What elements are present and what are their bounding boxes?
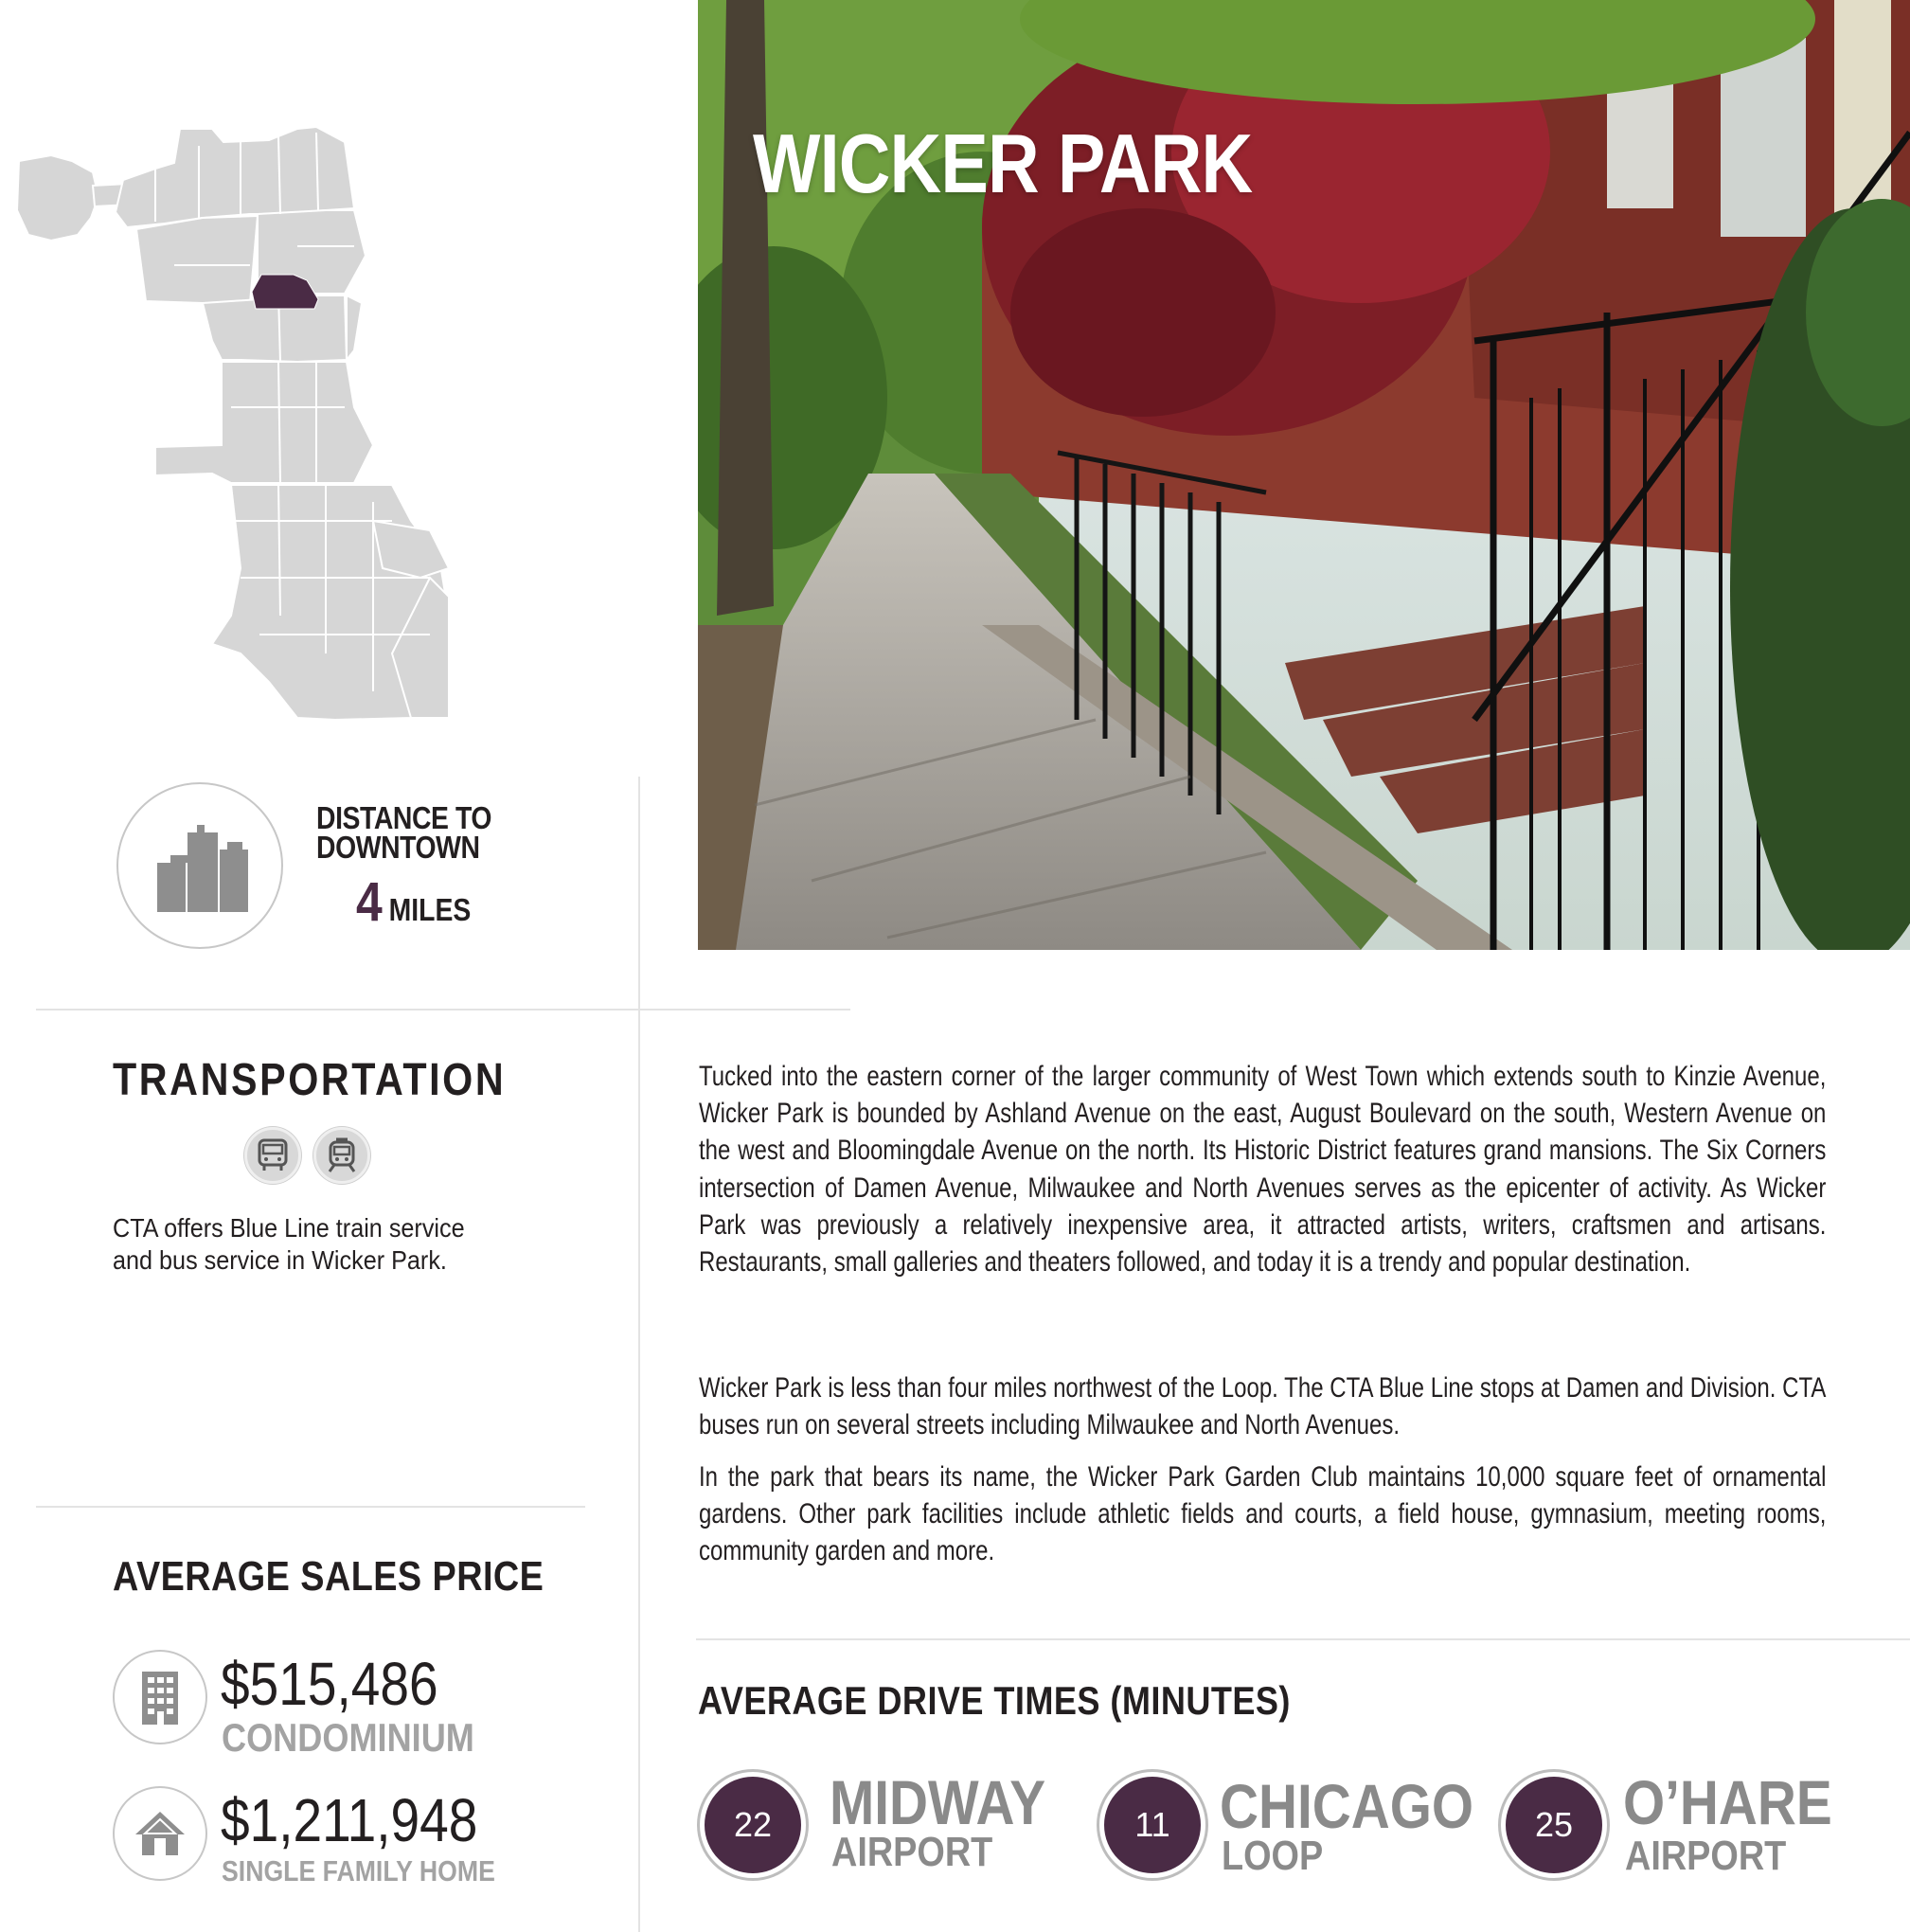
- drive-time-ohare-circle: [1498, 1769, 1610, 1881]
- distance-label-line2: DOWNTOWN: [316, 830, 480, 865]
- chicago-neighborhood-map: [13, 123, 572, 729]
- column-divider-vertical: [638, 777, 640, 1932]
- home-label: SINGLE FAMILY HOME: [222, 1854, 495, 1887]
- distance-unit: MILES: [388, 892, 472, 927]
- home-price: $1,211,948: [221, 1786, 478, 1854]
- divider-distance: [36, 1009, 850, 1011]
- distance-label-line1: DISTANCE TO: [316, 800, 492, 835]
- drive-times-heading: AVERAGE DRIVE TIMES (MINUTES): [698, 1678, 1291, 1723]
- divider-drive: [696, 1638, 1910, 1640]
- drive-time-midway-sublabel: AIRPORT: [831, 1829, 993, 1875]
- condo-icon-circle: [113, 1650, 207, 1744]
- train-icon-glyph: [325, 1137, 359, 1173]
- bus-icon-glyph: [256, 1137, 290, 1173]
- train-icon: [313, 1127, 370, 1184]
- sales-heading: AVERAGE SALES PRICE: [113, 1553, 544, 1600]
- city-buildings-icon: [148, 814, 252, 918]
- description-paragraph-1: Tucked into the eastern corner of the larger community of West Town which extends south to Kinzie Avenue, Wicker Park is bounded by Ashland Avenue on the east, August Boulevard on the south, Western Avenue on the west and Bloomingdale Avenue on the north. Its Historic District features grand mansions. The Six Corners intersection of Damen Avenue, Milwaukee and North Avenues serves as the epicenter of activity. As Wicker Park was previously a relatively inexpensive area, it attracted artists, writers, craftsmen and artisans. Restaurants, small galleries and theaters followed, and today it is a trendy and popular destination.: [699, 1061, 1827, 1279]
- drive-time-loop-label: CHICAGO: [1220, 1771, 1474, 1841]
- drive-time-ohare-label: O’HARE: [1623, 1767, 1832, 1837]
- bus-icon: [244, 1127, 301, 1184]
- transportation-heading: TRANSPORTATION: [113, 1055, 507, 1105]
- house-icon: [132, 1808, 188, 1859]
- divider-transport: [36, 1506, 585, 1508]
- buildings-icon-circle: [116, 782, 283, 949]
- drive-time-ohare-sublabel: AIRPORT: [1625, 1833, 1787, 1879]
- condo-building-icon: [138, 1668, 182, 1726]
- drive-time-midway-circle: [697, 1769, 809, 1881]
- drive-time-midway-minutes: 22: [705, 1777, 801, 1873]
- description-paragraph-3: In the park that bears its name, the Wicker Park Garden Club maintains 10,000 square feet of ornamental gardens. Other park facilities include athletic fields and courts, a field house, gymnasium, meeting rooms, community garden and more.: [699, 1461, 1827, 1567]
- drive-time-loop-circle: [1097, 1769, 1208, 1881]
- distance-value: [356, 871, 472, 933]
- drive-time-loop-minutes: 11: [1104, 1777, 1201, 1873]
- drive-time-ohare-minutes: 25: [1506, 1777, 1602, 1873]
- distance-label: [316, 800, 528, 865]
- drive-time-loop-sublabel: LOOP: [1222, 1833, 1324, 1879]
- transportation-text: CTA offers Blue Line train service and bus service in Wicker Park.: [113, 1213, 465, 1275]
- map-community-areas: [17, 127, 449, 720]
- description-paragraph-2: Wicker Park is less than four miles northwest of the Loop. The CTA Blue Line stops at Damen and Division. CTA buses run on several streets including Milwaukee and North Avenues.: [699, 1372, 1827, 1441]
- condo-price: $515,486: [221, 1650, 438, 1718]
- page-title: WICKER PARK: [753, 116, 1253, 210]
- condo-label: CONDOMINIUM: [222, 1715, 474, 1760]
- distance-number: 4: [356, 871, 383, 933]
- drive-time-midway-label: MIDWAY: [830, 1767, 1046, 1837]
- home-icon-circle: [113, 1786, 207, 1881]
